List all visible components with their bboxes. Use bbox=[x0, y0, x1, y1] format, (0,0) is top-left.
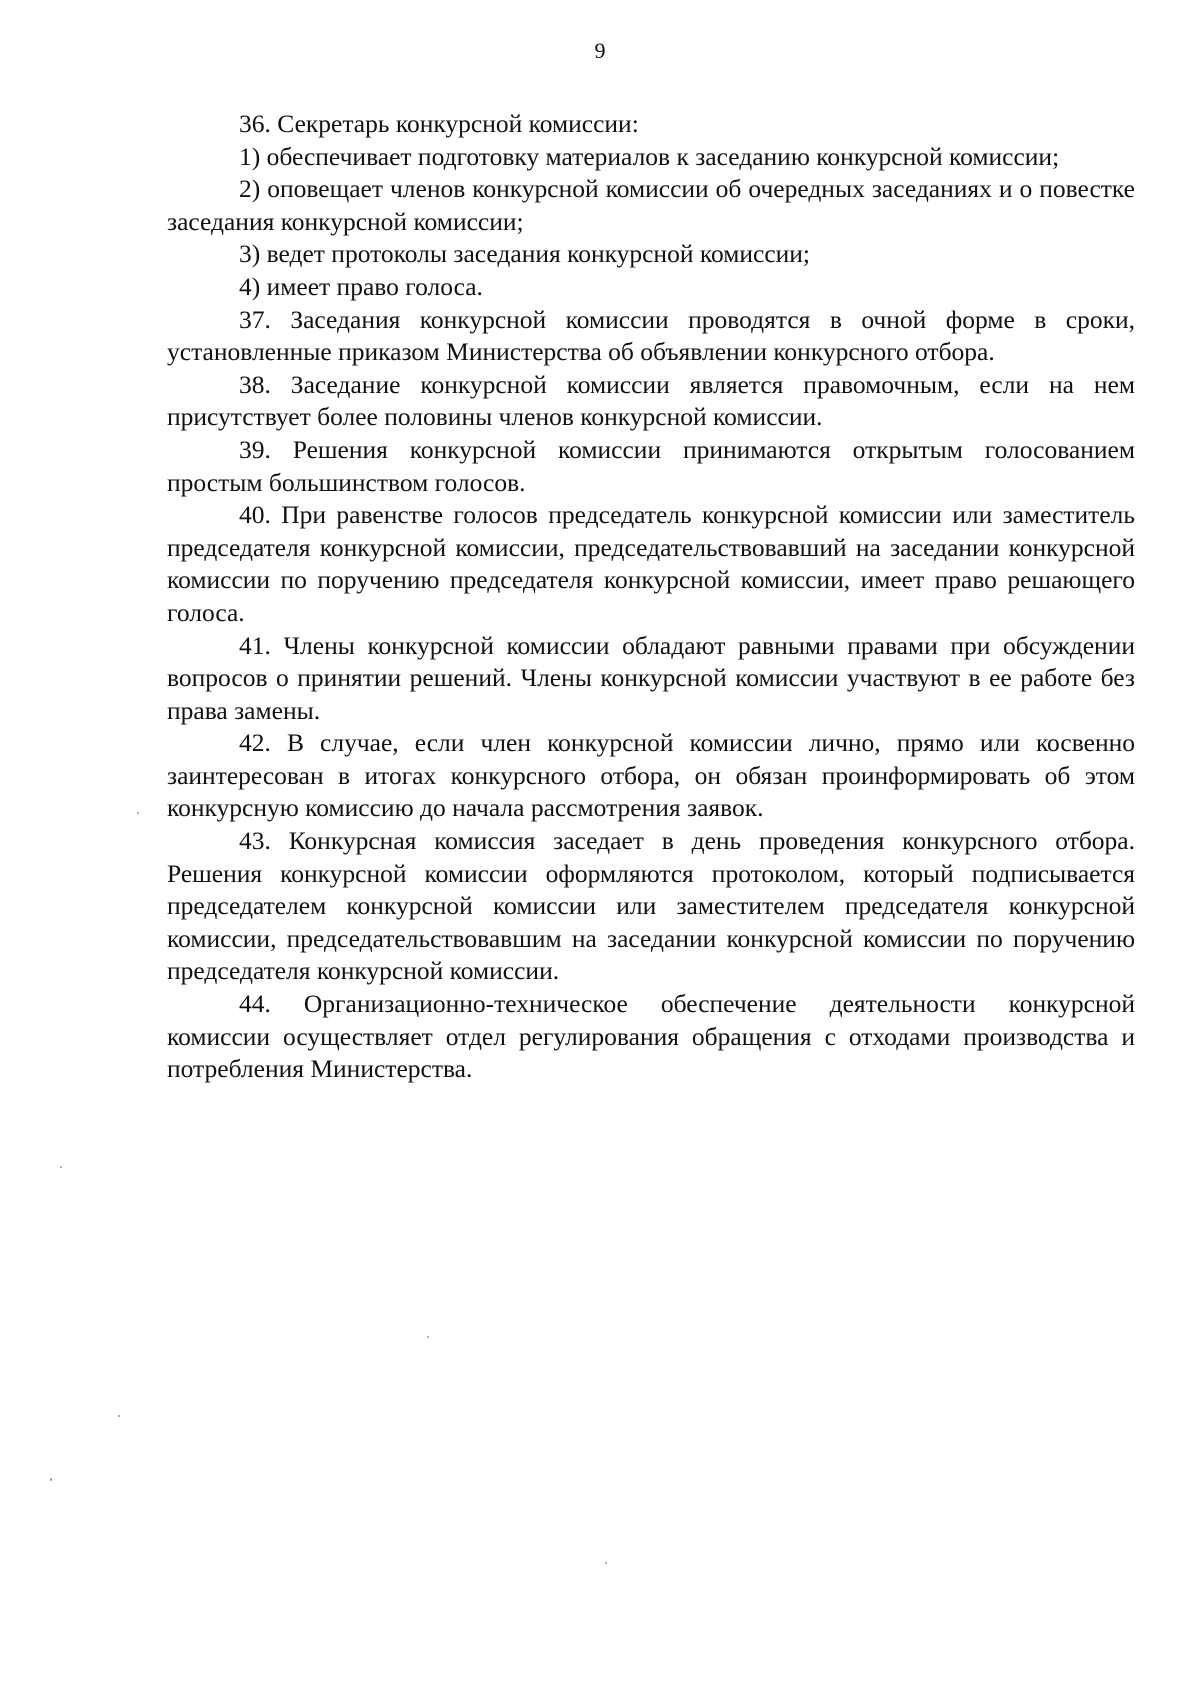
paragraph-36-item-1: 1) обеспечивает подготовку материалов к заседанию конкурсной комиссии; bbox=[239, 141, 1060, 171]
document-body bbox=[167, 108, 1135, 1086]
scan-speck bbox=[427, 1336, 429, 1338]
page-number: 9 bbox=[594, 38, 606, 63]
paragraph-41: 41. Члены конкурсной комиссии обладают равными правами при обсуждении вопросов о принятии решений. Члены конкурсной комиссии участвуют в ее работе без права замены. bbox=[167, 630, 1135, 725]
paragraph-37: 37. Заседания конкурсной комиссии проводятся в очной форме в сроки, установленные приказом Министерства об объявлении конкурсного отбора. bbox=[167, 304, 1135, 367]
paragraph-36-item-3: 3) ведет протоколы заседания конкурсной комиссии; bbox=[239, 239, 811, 269]
scan-speck bbox=[137, 812, 139, 814]
paragraph-36-item-2: 2) оповещает членов конкурсной комиссии об очередных заседаниях и о повестке заседания конкурсной комиссии; bbox=[167, 174, 1135, 236]
scan-speck bbox=[118, 1415, 120, 1417]
paragraph-42: 42. В случае, если член конкурсной комиссии лично, прямо или косвенно заинтересован в итогах конкурсного отбора, он обязан проинформировать об этом конкурсную комиссию до начала рассмотрения заявок. bbox=[167, 728, 1135, 823]
paragraph-44: 44. Организационно-техническое обеспечение деятельности конкурсной комиссии осуществляет отдел регулирования обращения с отходами производства и потребления Министерства. bbox=[167, 989, 1135, 1084]
paragraph-40: 40. При равенстве голосов председатель конкурсной комиссии или заместитель председателя конкурсной комиссии, председательствовавший на заседании конкурсной комиссии по поручению председателя конкурсной комиссии, имеет право решающего голоса. bbox=[167, 500, 1135, 627]
paragraph-39: 39. Решения конкурсной комиссии принимаются открытым голосованием простым большинством голосов. bbox=[167, 434, 1135, 497]
scan-speck bbox=[50, 1478, 52, 1481]
paragraph-38: 38. Заседание конкурсной комиссии является правомочным, если на нем присутствует более половины членов конкурсной комиссии. bbox=[167, 369, 1135, 432]
paragraph-36: 36. Секретарь конкурсной комиссии: bbox=[239, 109, 639, 138]
scan-speck bbox=[60, 1166, 62, 1168]
paragraph-36-item-4: 4) имеет право голоса. bbox=[239, 271, 483, 301]
paragraph-43: 43. Конкурсная комиссия заседает в день проведения конкурсного отбора. Решения конкурсной комиссии оформляются протоколом, который подписывается председателем конкурсной комиссии или заместителем председателя конкурсной комиссии, председательствовавшим на заседании конкурсной комиссии по поручению председателя конкурсной комиссии. bbox=[167, 826, 1135, 986]
scan-speck bbox=[605, 1562, 607, 1564]
